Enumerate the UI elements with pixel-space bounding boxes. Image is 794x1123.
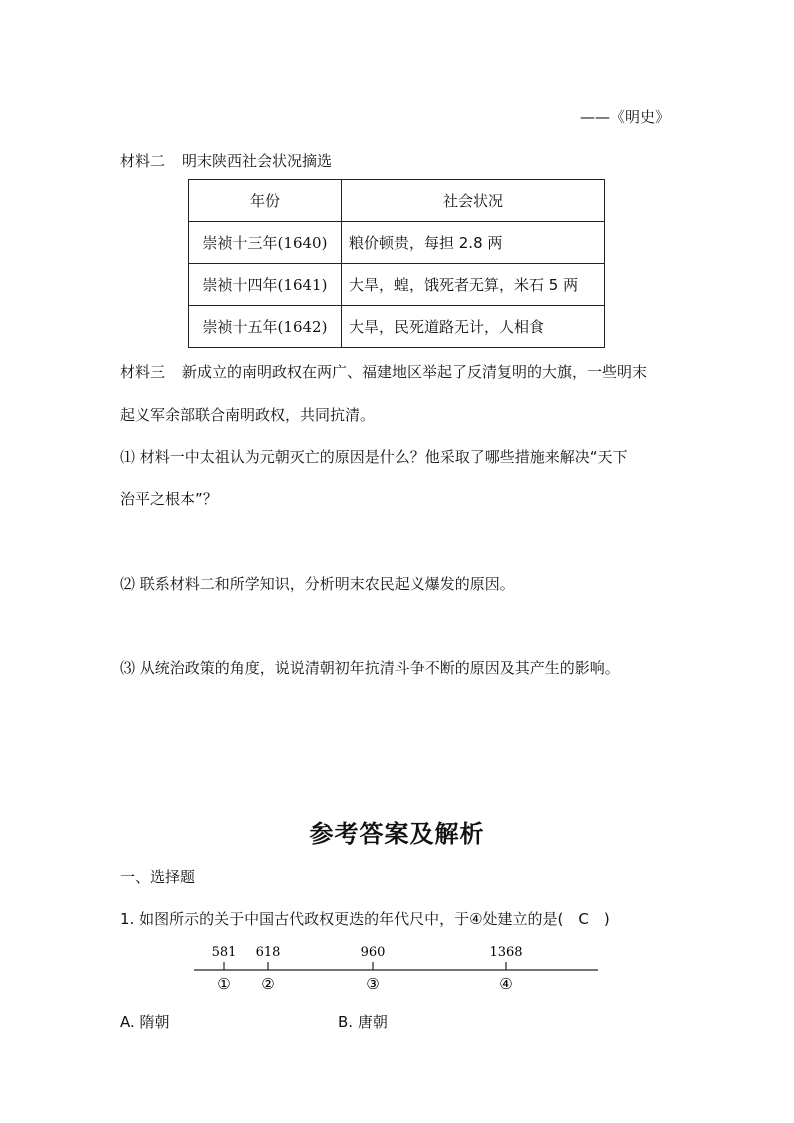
option-b: B. 唐朝	[338, 1013, 388, 1031]
timeline-marker: ②	[261, 975, 275, 993]
answer-q1-stem: 1. 如图所示的关于中国古代政权更迭的年代尺中，于④处建立的是( C )	[120, 910, 610, 928]
question-3: ⑶ 从统治政策的角度，说说清朝初年抗清斗争不断的原因及其产生的影响。	[120, 659, 620, 677]
question-1-line1: ⑴ 材料一中太祖认为元朝灭亡的原因是什么？他采取了哪些措施来解决“天下	[120, 448, 628, 466]
timeline-marker: ①	[217, 975, 231, 993]
timeline-year: 960	[360, 945, 386, 960]
row-year: 崇祯十五年(1642)	[189, 306, 342, 348]
row-state: 大旱，民死道路无计，人相食	[342, 306, 605, 348]
table-row	[189, 264, 605, 306]
answers-title: 参考答案及解析	[309, 819, 485, 848]
material3-label: 材料三	[120, 363, 166, 381]
material2-title: 明末陕西社会状况摘选	[182, 152, 333, 170]
material2-label: 材料二	[120, 152, 166, 170]
timeline-year: 618	[255, 945, 281, 960]
question-1-line2: 治平之根本”？	[120, 490, 218, 508]
header-year: 年份	[189, 180, 342, 222]
social-status-table	[188, 179, 605, 348]
table-row	[189, 222, 605, 264]
row-year: 崇祯十三年(1640)	[189, 222, 342, 264]
source-citation: ——《明史》	[580, 108, 671, 126]
material3-text: 新成立的南明政权在两广、福建地区举起了反清复明的大旗，一些明末	[182, 363, 648, 381]
timeline-marker: ④	[499, 975, 513, 993]
material3-line2: 起义军余部联合南明政权，共同抗清。	[120, 406, 376, 424]
row-state: 大旱，蝗，饿死者无算，米石 5 两	[342, 264, 605, 306]
section-heading: 一、选择题	[120, 868, 196, 886]
timeline-marker: ③	[366, 975, 380, 993]
timeline-year: 1368	[489, 945, 523, 960]
row-state: 粮价顿贵，每担 2.8 两	[342, 222, 605, 264]
table-header-row	[189, 180, 605, 222]
header-state: 社会状况	[342, 180, 605, 222]
option-a: A. 隋朝	[120, 1013, 170, 1031]
timeline-year: 581	[211, 945, 237, 960]
material2-heading	[120, 150, 332, 171]
timeline-chart	[0, 940, 794, 1000]
question-2: ⑵ 联系材料二和所学知识，分析明末农民起义爆发的原因。	[120, 575, 515, 593]
material3-line1	[120, 361, 647, 382]
row-year: 崇祯十四年(1641)	[189, 264, 342, 306]
table-row	[189, 306, 605, 348]
